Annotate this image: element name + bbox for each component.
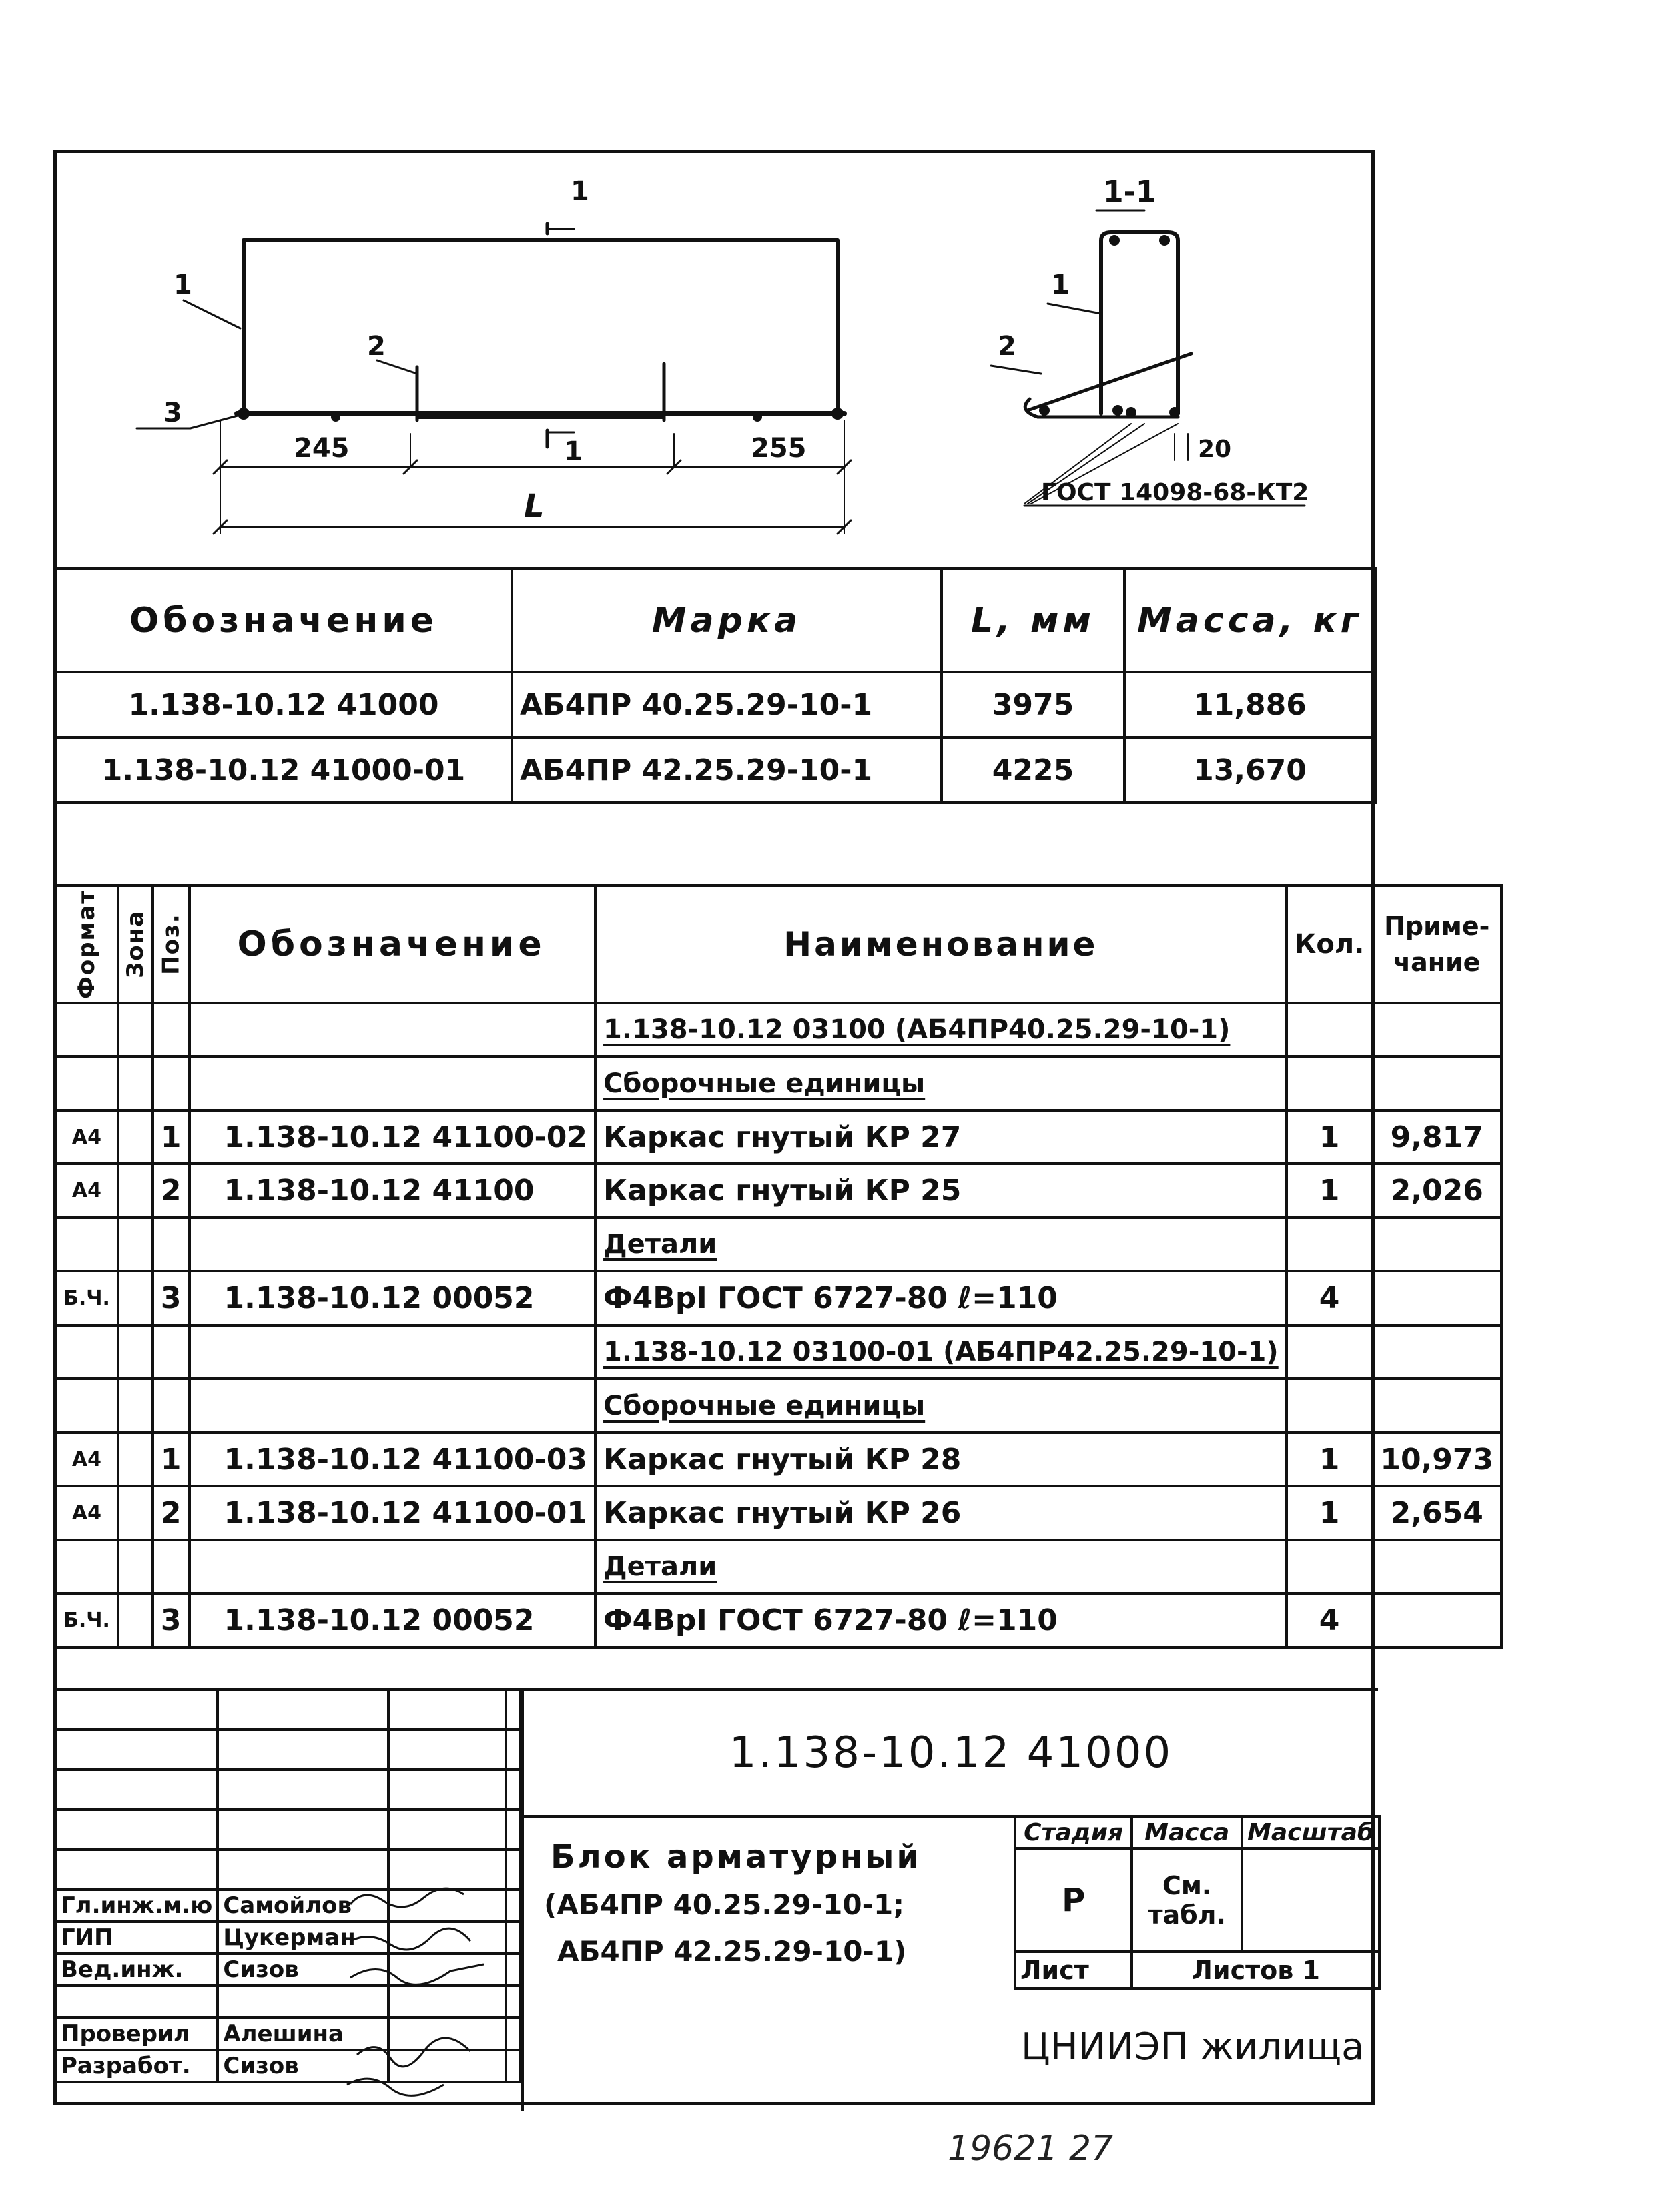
spec-row	[55, 1379, 1501, 1433]
spec-cell-designation	[190, 1325, 596, 1379]
spec-cell-pos	[153, 1325, 190, 1379]
scale-label: Масштаб	[1242, 1816, 1379, 1848]
spec-header-format: Формат	[55, 885, 118, 1003]
dim-right: 255	[751, 433, 807, 464]
section-view-label: 1-1	[1103, 175, 1156, 209]
spec-cell-name: Каркас гнутый КР 26	[595, 1486, 1287, 1540]
title-block	[57, 1688, 1378, 2111]
spec-cell-format	[55, 1325, 118, 1379]
spec-cell-pos	[153, 1218, 190, 1272]
marks-row	[55, 737, 1375, 803]
spec-cell-note	[1372, 1056, 1501, 1110]
spec-cell-note: 2,654	[1372, 1486, 1501, 1540]
organization: ЦНИИЭП жилища	[1021, 2025, 1365, 2069]
spec-cell-designation: 1.138-10.12 41100	[190, 1164, 596, 1218]
spec-header-zone: Зона	[118, 885, 153, 1003]
spec-cell-format	[55, 1003, 118, 1057]
reinforcement-drawing	[57, 153, 1378, 567]
spec-cell-name: Ф4ВрI ГОСТ 6727-80 ℓ=110	[595, 1593, 1287, 1647]
stage-label: Стадия	[1015, 1816, 1132, 1848]
spec-cell-note	[1372, 1003, 1501, 1057]
spec-cell-designation: 1.138-10.12 41100-01	[190, 1486, 596, 1540]
spec-cell-pos: 2	[153, 1486, 190, 1540]
spec-cell-zone	[118, 1110, 153, 1164]
stage-value: Р	[1015, 1848, 1132, 1952]
spec-cell-zone	[118, 1433, 153, 1487]
spec-cell-format	[55, 1218, 118, 1272]
stage-table	[1014, 1815, 1381, 1990]
title-line-1: Блок арматурный	[551, 1838, 922, 1876]
spec-cell-format: А4	[55, 1164, 118, 1218]
spec-cell-name: 1.138-10.12 03100 (АБ4ПР40.25.29-10-1)	[595, 1003, 1287, 1057]
spec-cell-zone	[118, 1593, 153, 1647]
spec-cell-format	[55, 1056, 118, 1110]
spec-row	[55, 1486, 1501, 1540]
spec-cell-designation	[190, 1003, 596, 1057]
spec-cell-qty	[1287, 1379, 1373, 1433]
spec-cell-zone	[118, 1379, 153, 1433]
sig-role: Проверил	[55, 2018, 218, 2050]
sheets-label: Листов 1	[1132, 1952, 1379, 1988]
spec-cell-name: Сборочные единицы	[595, 1056, 1287, 1110]
spec-cell-qty: 1	[1287, 1164, 1373, 1218]
marks-cell: 1.138-10.12 41000-01	[55, 737, 512, 803]
spec-cell-name: Каркас гнутый КР 28	[595, 1433, 1287, 1487]
dim-left: 245	[294, 433, 350, 464]
section-callout-1: 1	[1051, 270, 1070, 300]
marks-cell: 3975	[942, 672, 1124, 737]
spec-cell-note	[1372, 1271, 1501, 1325]
spec-header-designation: Обозначение	[190, 885, 596, 1003]
spec-cell-pos: 3	[153, 1271, 190, 1325]
spec-cell-qty	[1287, 1003, 1373, 1057]
spec-cell-name: 1.138-10.12 03100-01 (АБ4ПР42.25.29-10-1)	[595, 1325, 1287, 1379]
spec-cell-qty: 4	[1287, 1271, 1373, 1325]
callout-1: 1	[174, 270, 192, 300]
spec-cell-zone	[118, 1003, 153, 1057]
spec-cell-qty	[1287, 1540, 1373, 1594]
marks-cell: АБ4ПР 42.25.29-10-1	[512, 737, 942, 803]
dim-total: L	[524, 488, 545, 525]
spec-cell-designation	[190, 1218, 596, 1272]
marks-table	[54, 567, 1377, 804]
spec-cell-format: Б.Ч.	[55, 1271, 118, 1325]
spec-cell-pos	[153, 1379, 190, 1433]
spec-row	[55, 1110, 1501, 1164]
section-label-top: 1	[571, 176, 589, 207]
footer-handwritten-note: 19621 27	[948, 2129, 1114, 2169]
spec-cell-pos: 3	[153, 1593, 190, 1647]
spec-cell-format: Б.Ч.	[55, 1593, 118, 1647]
spec-cell-format	[55, 1540, 118, 1594]
marks-header-designation: Обозначение	[55, 569, 512, 672]
spec-cell-zone	[118, 1325, 153, 1379]
spec-cell-designation: 1.138-10.12 41100-02	[190, 1110, 596, 1164]
spec-cell-name: Детали	[595, 1540, 1287, 1594]
marks-cell: 13,670	[1124, 737, 1375, 803]
spec-cell-zone	[118, 1056, 153, 1110]
sig-name: Самойлов	[218, 1890, 388, 1922]
spec-row	[55, 1164, 1501, 1218]
marks-cell: 11,886	[1124, 672, 1375, 737]
spec-cell-note	[1372, 1218, 1501, 1272]
spec-cell-qty: 1	[1287, 1433, 1373, 1487]
spec-cell-designation: 1.138-10.12 00052	[190, 1593, 596, 1647]
section-callout-2: 2	[998, 331, 1016, 362]
spec-cell-designation	[190, 1056, 596, 1110]
title-line-3: АБ4ПР 42.25.29-10-1)	[557, 1935, 907, 1968]
spec-cell-zone	[118, 1164, 153, 1218]
spec-cell-designation	[190, 1540, 596, 1594]
spec-row	[55, 1540, 1501, 1594]
spec-cell-qty	[1287, 1056, 1373, 1110]
spec-cell-pos	[153, 1003, 190, 1057]
spec-cell-note	[1372, 1379, 1501, 1433]
spec-cell-note	[1372, 1325, 1501, 1379]
marks-header-length: L, мм	[942, 569, 1124, 672]
spec-cell-note	[1372, 1540, 1501, 1594]
spec-cell-designation: 1.138-10.12 41100-03	[190, 1433, 596, 1487]
spec-row	[55, 1218, 1501, 1272]
spec-row	[55, 1325, 1501, 1379]
spec-cell-name: Каркас гнутый КР 27	[595, 1110, 1287, 1164]
spec-cell-zone	[118, 1486, 153, 1540]
spec-cell-pos: 1	[153, 1110, 190, 1164]
marks-header-mark: Марка	[512, 569, 942, 672]
spec-row	[55, 1056, 1501, 1110]
sig-name: Сизов	[218, 2050, 388, 2082]
marks-cell: 4225	[942, 737, 1124, 803]
spec-cell-qty	[1287, 1325, 1373, 1379]
spec-header-name: Наименование	[595, 885, 1287, 1003]
weld-note: ГОСТ 14098-68-КТ2	[1041, 479, 1309, 506]
mass-value: См. табл.	[1132, 1848, 1242, 1952]
spec-cell-format	[55, 1379, 118, 1433]
sig-role	[55, 1986, 218, 2018]
doc-number: 1.138-10.12 41000	[729, 1728, 1173, 1778]
sig-role: Вед.инж.	[55, 1954, 218, 1986]
spec-cell-format: А4	[55, 1486, 118, 1540]
spec-header-note: Приме-чание	[1372, 885, 1501, 1003]
marks-cell: 1.138-10.12 41000	[55, 672, 512, 737]
drawing-sheet	[53, 150, 1494, 2105]
sig-name: Алешина	[218, 2018, 388, 2050]
spec-cell-format: А4	[55, 1110, 118, 1164]
spec-header-pos: Поз.	[153, 885, 190, 1003]
spec-cell-format: А4	[55, 1433, 118, 1487]
callout-2: 2	[367, 331, 386, 362]
spec-table	[54, 884, 1503, 1649]
marks-cell: АБ4ПР 40.25.29-10-1	[512, 672, 942, 737]
spec-cell-name: Сборочные единицы	[595, 1379, 1287, 1433]
spec-row	[55, 1271, 1501, 1325]
sheet-label: Лист	[1015, 1952, 1132, 1988]
spec-cell-name: Каркас гнутый КР 25	[595, 1164, 1287, 1218]
sig-role: Разработ.	[55, 2050, 218, 2082]
sig-name: Цукерман	[218, 1922, 388, 1954]
sig-role: Гл.инж.м.ю	[55, 1890, 218, 1922]
spec-cell-pos: 1	[153, 1433, 190, 1487]
spec-header-qty: Кол.	[1287, 885, 1373, 1003]
spec-cell-designation	[190, 1379, 596, 1433]
spec-cell-pos	[153, 1056, 190, 1110]
spec-cell-pos	[153, 1540, 190, 1594]
callout-3: 3	[163, 398, 182, 428]
title-line-2: (АБ4ПР 40.25.29-10-1;	[544, 1888, 905, 1921]
spec-cell-note: 9,817	[1372, 1110, 1501, 1164]
spec-cell-qty: 1	[1287, 1110, 1373, 1164]
spec-cell-note: 10,973	[1372, 1433, 1501, 1487]
spec-cell-zone	[118, 1218, 153, 1272]
spec-cell-qty: 1	[1287, 1486, 1373, 1540]
spec-cell-note: 2,026	[1372, 1164, 1501, 1218]
spec-cell-note	[1372, 1593, 1501, 1647]
marks-header-mass: Масса, кг	[1124, 569, 1375, 672]
spec-row	[55, 1433, 1501, 1487]
sig-role: ГИП	[55, 1922, 218, 1954]
spec-cell-qty	[1287, 1218, 1373, 1272]
spec-cell-name: Ф4ВрI ГОСТ 6727-80 ℓ=110	[595, 1271, 1287, 1325]
spec-cell-pos: 2	[153, 1164, 190, 1218]
section-label-bottom: 1	[564, 436, 583, 467]
dim-weld: 20	[1198, 436, 1232, 463]
marks-row	[55, 672, 1375, 737]
spec-cell-designation: 1.138-10.12 00052	[190, 1271, 596, 1325]
spec-cell-zone	[118, 1271, 153, 1325]
sig-name: Сизов	[218, 1954, 388, 1986]
spec-cell-name: Детали	[595, 1218, 1287, 1272]
mass-label: Масса	[1132, 1816, 1242, 1848]
signature-scribbles	[337, 1884, 504, 2105]
spec-row	[55, 1003, 1501, 1057]
spec-row	[55, 1593, 1501, 1647]
spec-cell-zone	[118, 1540, 153, 1594]
spec-cell-qty: 4	[1287, 1593, 1373, 1647]
